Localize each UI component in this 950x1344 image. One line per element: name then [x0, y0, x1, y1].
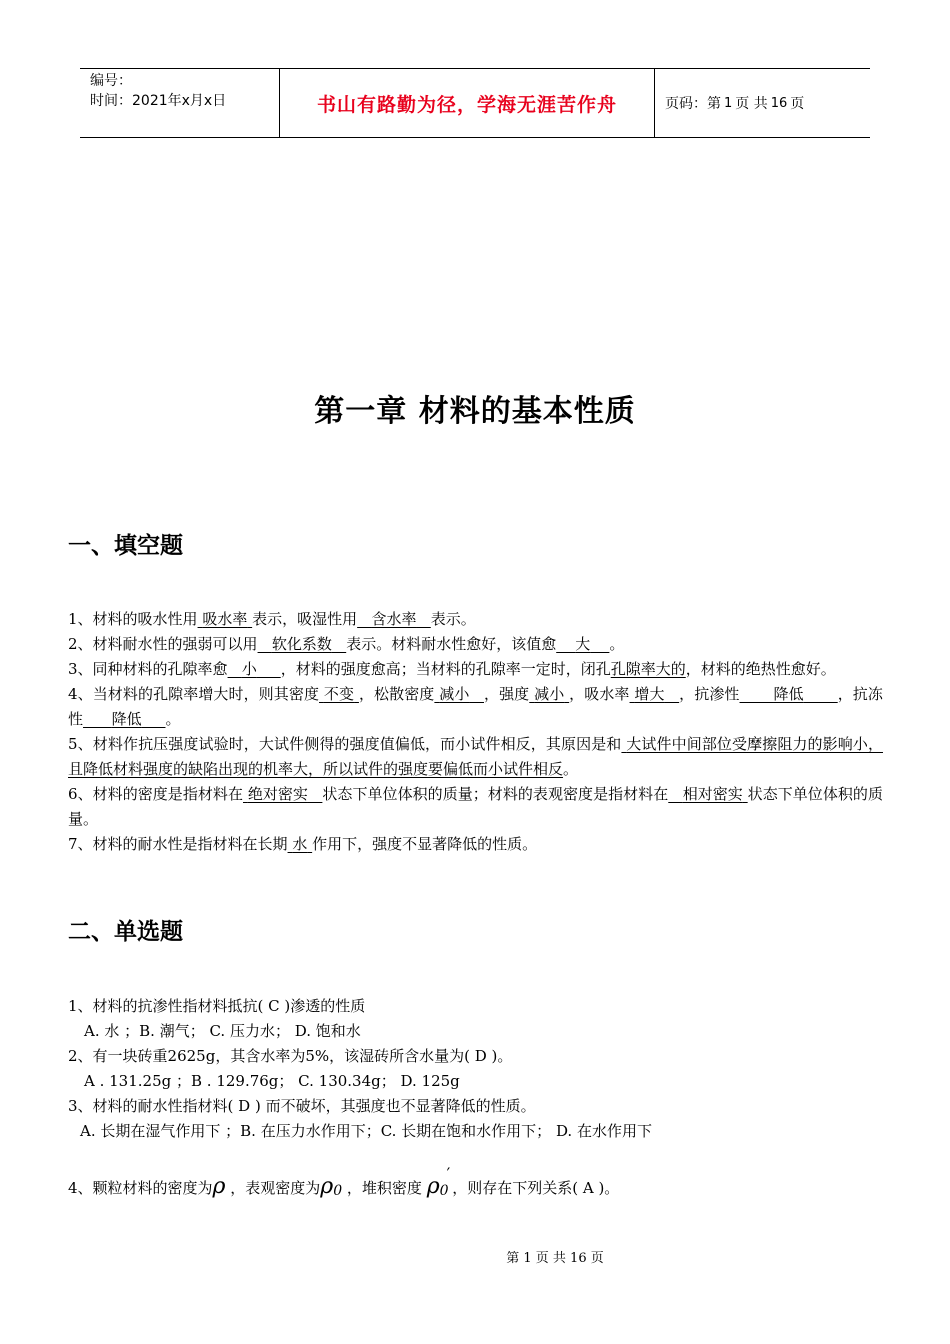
- header-time-label: 时间：2021年x月x日: [90, 93, 227, 109]
- density-symbol: ρ: [212, 1174, 226, 1199]
- header-meta: [80, 69, 280, 137]
- fill-blank-questions: [68, 607, 883, 857]
- header-number-label: 编号：: [90, 73, 132, 89]
- header-page-mid: 页 共: [735, 96, 768, 112]
- choice-question-3: 3、材料的耐水性指材料( D ) 而不破坏，其强度也不显著降低的性质。: [68, 1097, 536, 1115]
- header-page-num: 1: [724, 95, 733, 111]
- header-page-label: 页码：第: [665, 96, 721, 112]
- header-motto: 书山有路勤为径，学海无涯苦作舟: [280, 69, 655, 137]
- fill-question-4: 4、当材料的孔隙率增大时，则其密度 不变 ，松散密度 减小 ，强度 减小 ，吸水率 增大 ，抗渗性 降低 ，抗冻性 降低 。: [68, 685, 883, 728]
- chapter-title: 第一章 材料的基本性质: [314, 394, 636, 429]
- page-header: [80, 68, 870, 138]
- fill-question-6: 6、材料的密度是指材料在 绝对密实 状态下单位体积的质量；材料的表观密度是指材料在 相对密实 状态下单位体积的质量。: [68, 785, 883, 828]
- section-fill-blank-title: 一、填空题: [68, 533, 183, 559]
- fill-question-1: 1、材料的吸水性用 吸水率 表示，吸湿性用 含水率 表示。: [68, 610, 476, 628]
- header-page-end: 页: [790, 96, 805, 112]
- choice-options-2: A . 131.25g ；B . 129.76g； C. 130.34g； D. 125g: [84, 1072, 460, 1090]
- choice-question-4: 4、颗粒材料的密度为ρ ，表观密度为ρ0 ，堆积密度 ρ0′，则存在下列关系( A )。: [68, 1164, 620, 1199]
- choice-question-2: 2、有一块砖重2625g，其含水率为5%，该湿砖所含水量为( D )。: [68, 1047, 513, 1065]
- single-choice-questions: [68, 994, 883, 1144]
- choice-question-1: 1、材料的抗渗性指材料抵抗( C )渗透的性质: [68, 997, 366, 1015]
- fill-question-2: 2、材料耐水性的强弱可以用 软化系数 表示。材料耐水性愈好，该值愈 大 。: [68, 635, 625, 653]
- fill-question-7: 7、材料的耐水性是指材料在长期 水 作用下，强度不显著降低的性质。: [68, 835, 538, 853]
- choice-options-3: A. 长期在湿气作用下 ；B. 在压力水作用下；C. 长期在饱和水作用下； D. 在水作用下: [80, 1122, 652, 1140]
- section-single-choice-title: 二、单选题: [68, 919, 183, 945]
- header-page-total: 16: [770, 95, 788, 111]
- fill-question-5: 5、材料作抗压强度试验时，大试件侧得的强度值偏低，而小试件相反，其原因是和 大试件中间部位受摩擦阻力的影响小，且降低材料强度的缺陷出现的机率大，所以试件的强度要偏低而小试件相反。: [68, 735, 883, 778]
- choice-options-1: A. 水 ；B. 潮气； C. 压力水； D. 饱和水: [84, 1022, 361, 1040]
- fill-question-3: 3、同种材料的孔隙率愈 小 ，材料的强度愈高；当材料的孔隙率一定时，闭孔孔隙率大的，材料的绝热性愈好。: [68, 660, 836, 678]
- page-footer: 第 1 页 共 16 页: [506, 1251, 604, 1266]
- bulk-density-symbol: ρ: [426, 1174, 440, 1199]
- header-page-info: [655, 69, 870, 137]
- apparent-density-symbol: ρ: [320, 1174, 334, 1199]
